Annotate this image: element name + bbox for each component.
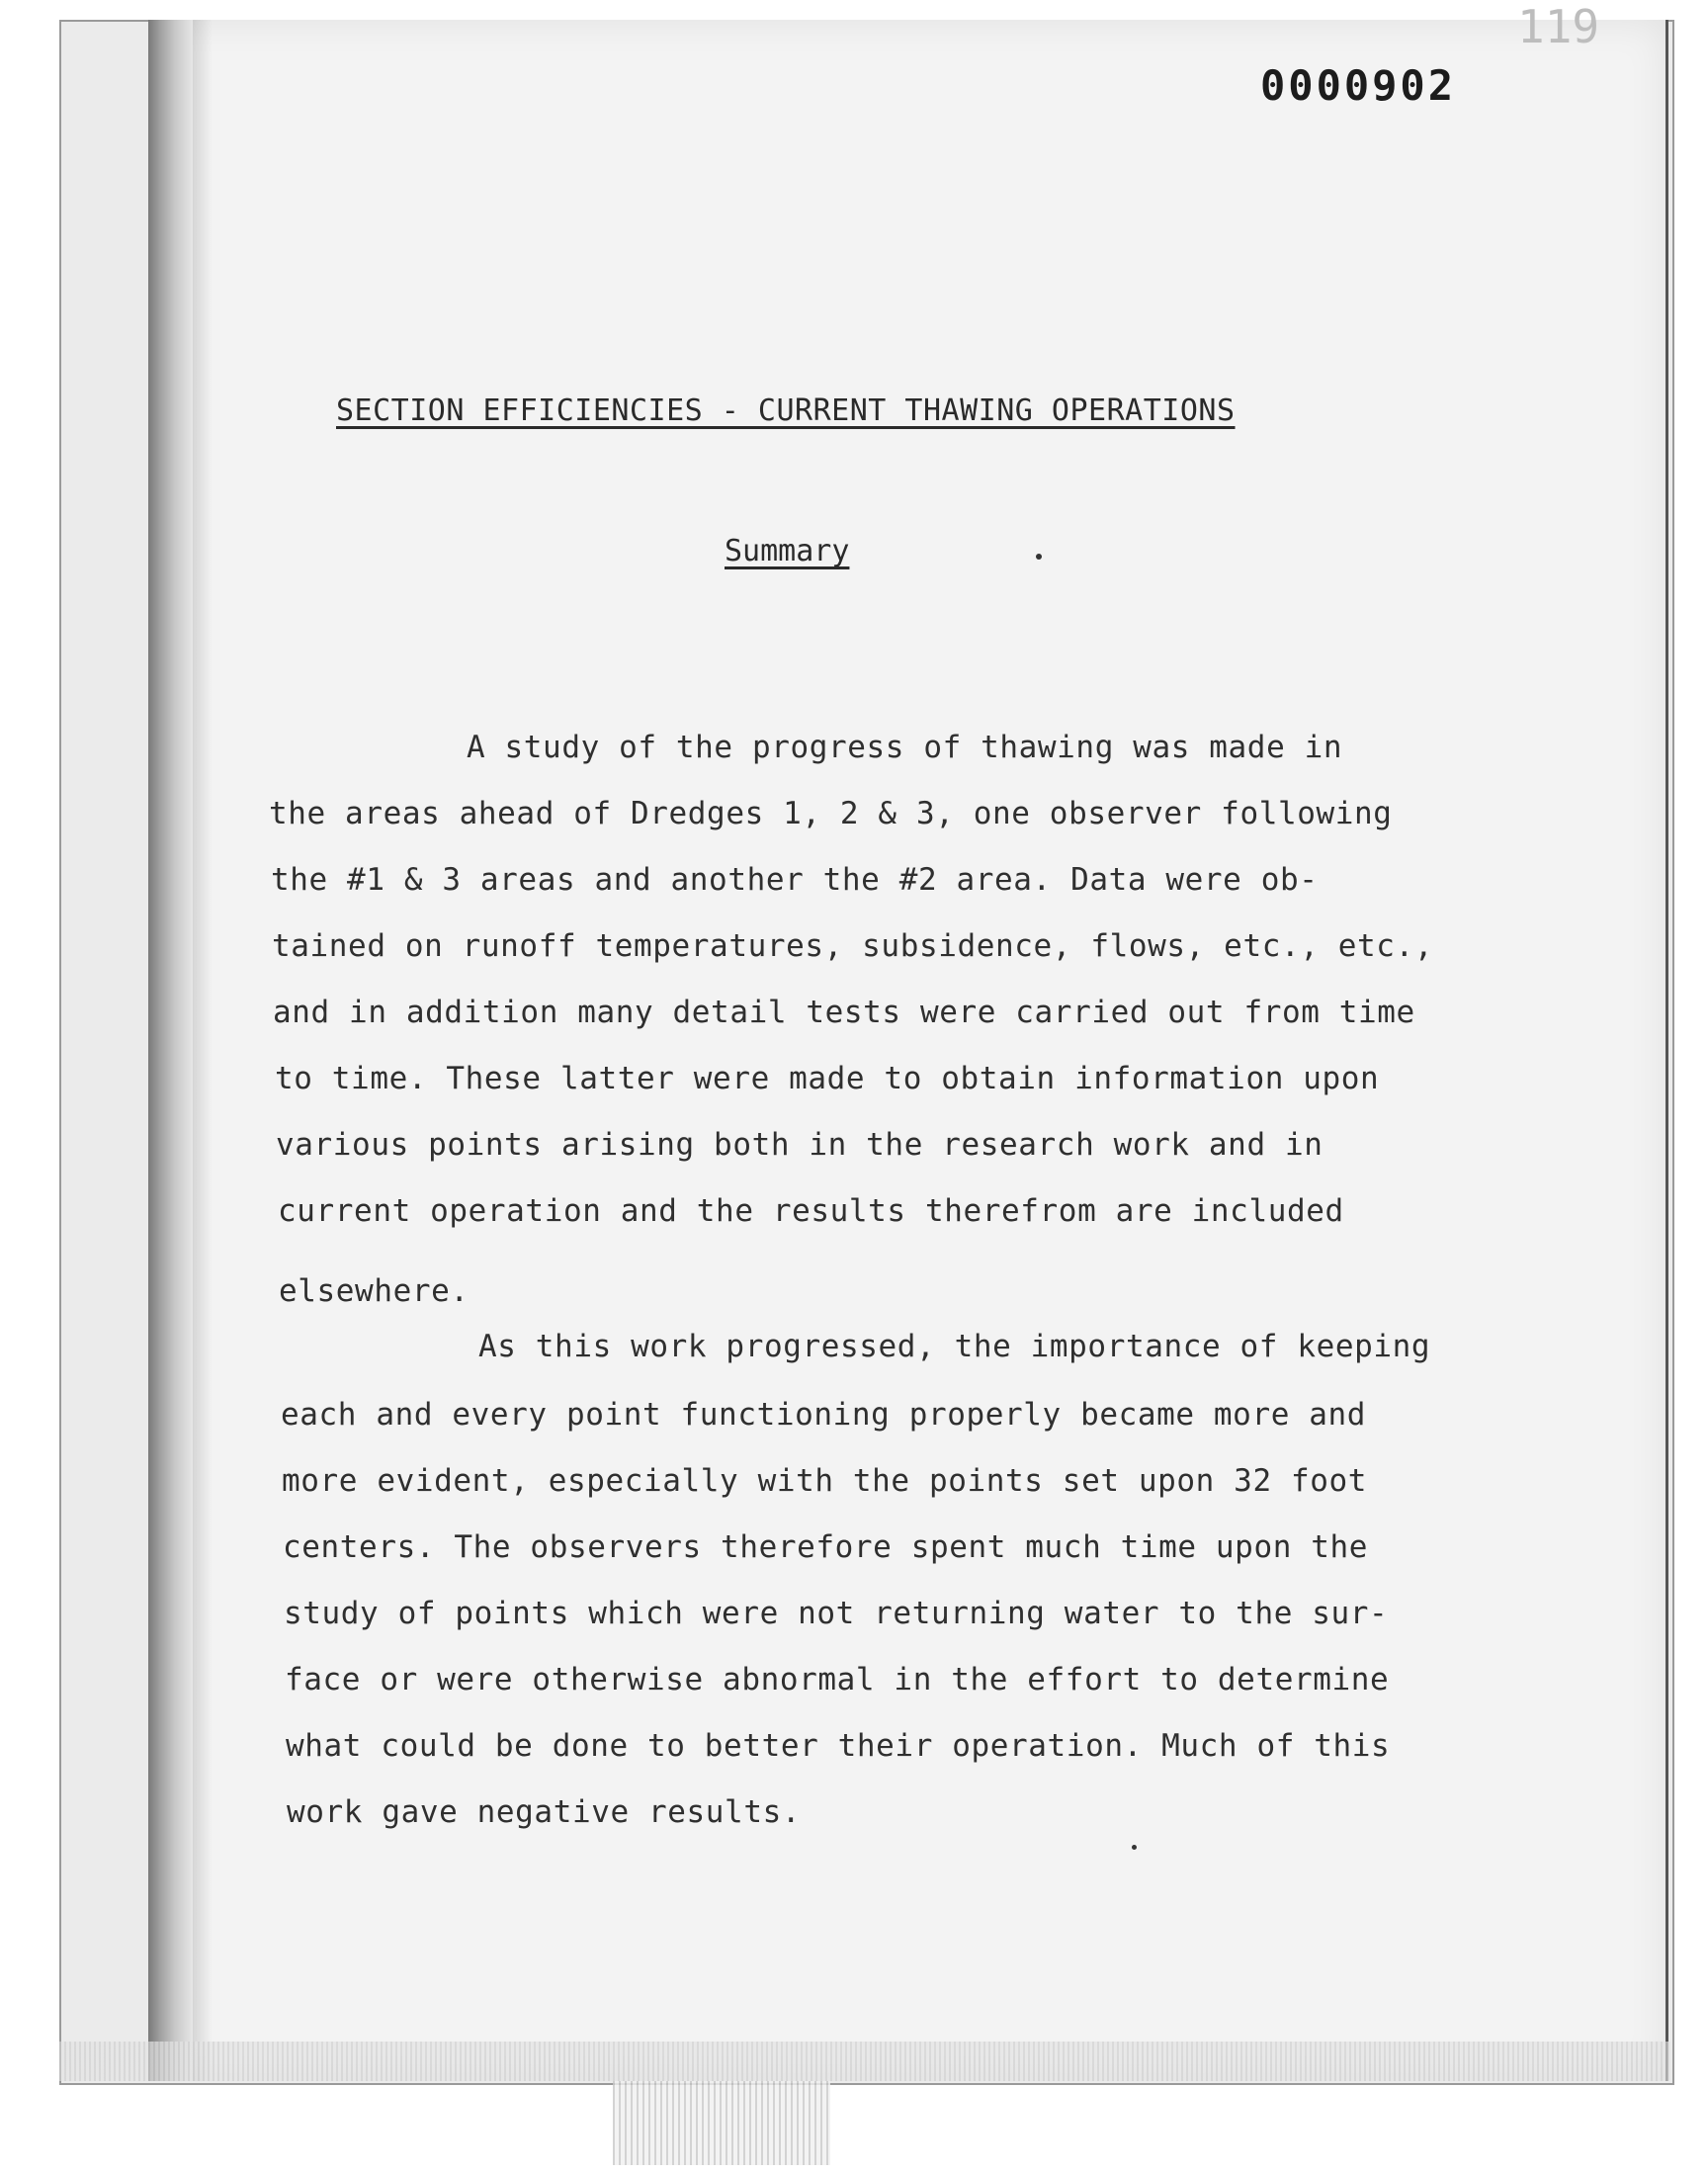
- paragraph-line: study of points which were not returning water to the sur-: [284, 1596, 1389, 1631]
- scan-artifact-bottom: [59, 2042, 1670, 2081]
- binding-shadow: [193, 20, 213, 2081]
- paragraph-line: to time. These latter were made to obtain information upon: [275, 1061, 1380, 1096]
- ink-speck: [1036, 554, 1042, 560]
- paragraph-line: various points arising both in the research work and in: [276, 1127, 1324, 1163]
- paragraph-line: what could be done to better their operation. Much of this: [286, 1728, 1391, 1764]
- paragraph-line: face or were otherwise abnormal in the effort to determine: [285, 1662, 1390, 1697]
- document-subtitle: Summary: [725, 534, 850, 568]
- scan-artifact-strip: [613, 2081, 830, 2165]
- ink-speck: [1132, 1845, 1137, 1850]
- paragraph-line: A study of the progress of thawing was made in: [467, 730, 1343, 765]
- document-number: 0000902: [1260, 61, 1457, 110]
- paragraph-line: the #1 & 3 areas and another the #2 area. Data were ob-: [271, 862, 1319, 898]
- paragraph-line: work gave negative results.: [287, 1794, 802, 1830]
- binding-edge: [148, 20, 193, 2081]
- paragraph-line: tained on runoff temperatures, subsidence, flows, etc., etc.,: [272, 928, 1434, 964]
- paragraph-line: As this work progressed, the importance of keeping: [478, 1329, 1431, 1364]
- paragraph-line: the areas ahead of Dredges 1, 2 & 3, one observer following: [269, 796, 1393, 831]
- paragraph-line: and in addition many detail tests were carried out from time: [273, 995, 1415, 1030]
- paragraph-line: more evident, especially with the points set upon 32 foot: [282, 1463, 1368, 1499]
- document-title: SECTION EFFICIENCIES - CURRENT THAWING OPERATIONS: [336, 393, 1236, 428]
- document-page: [148, 20, 1668, 2081]
- page-mark: 119: [1517, 0, 1600, 53]
- paragraph-line: centers. The observers therefore spent much time upon the: [283, 1529, 1369, 1565]
- paragraph-line: elsewhere.: [279, 1273, 470, 1309]
- paragraph-line: each and every point functioning properly became more and: [281, 1397, 1367, 1433]
- paragraph-line: current operation and the results therefrom are included: [278, 1193, 1344, 1229]
